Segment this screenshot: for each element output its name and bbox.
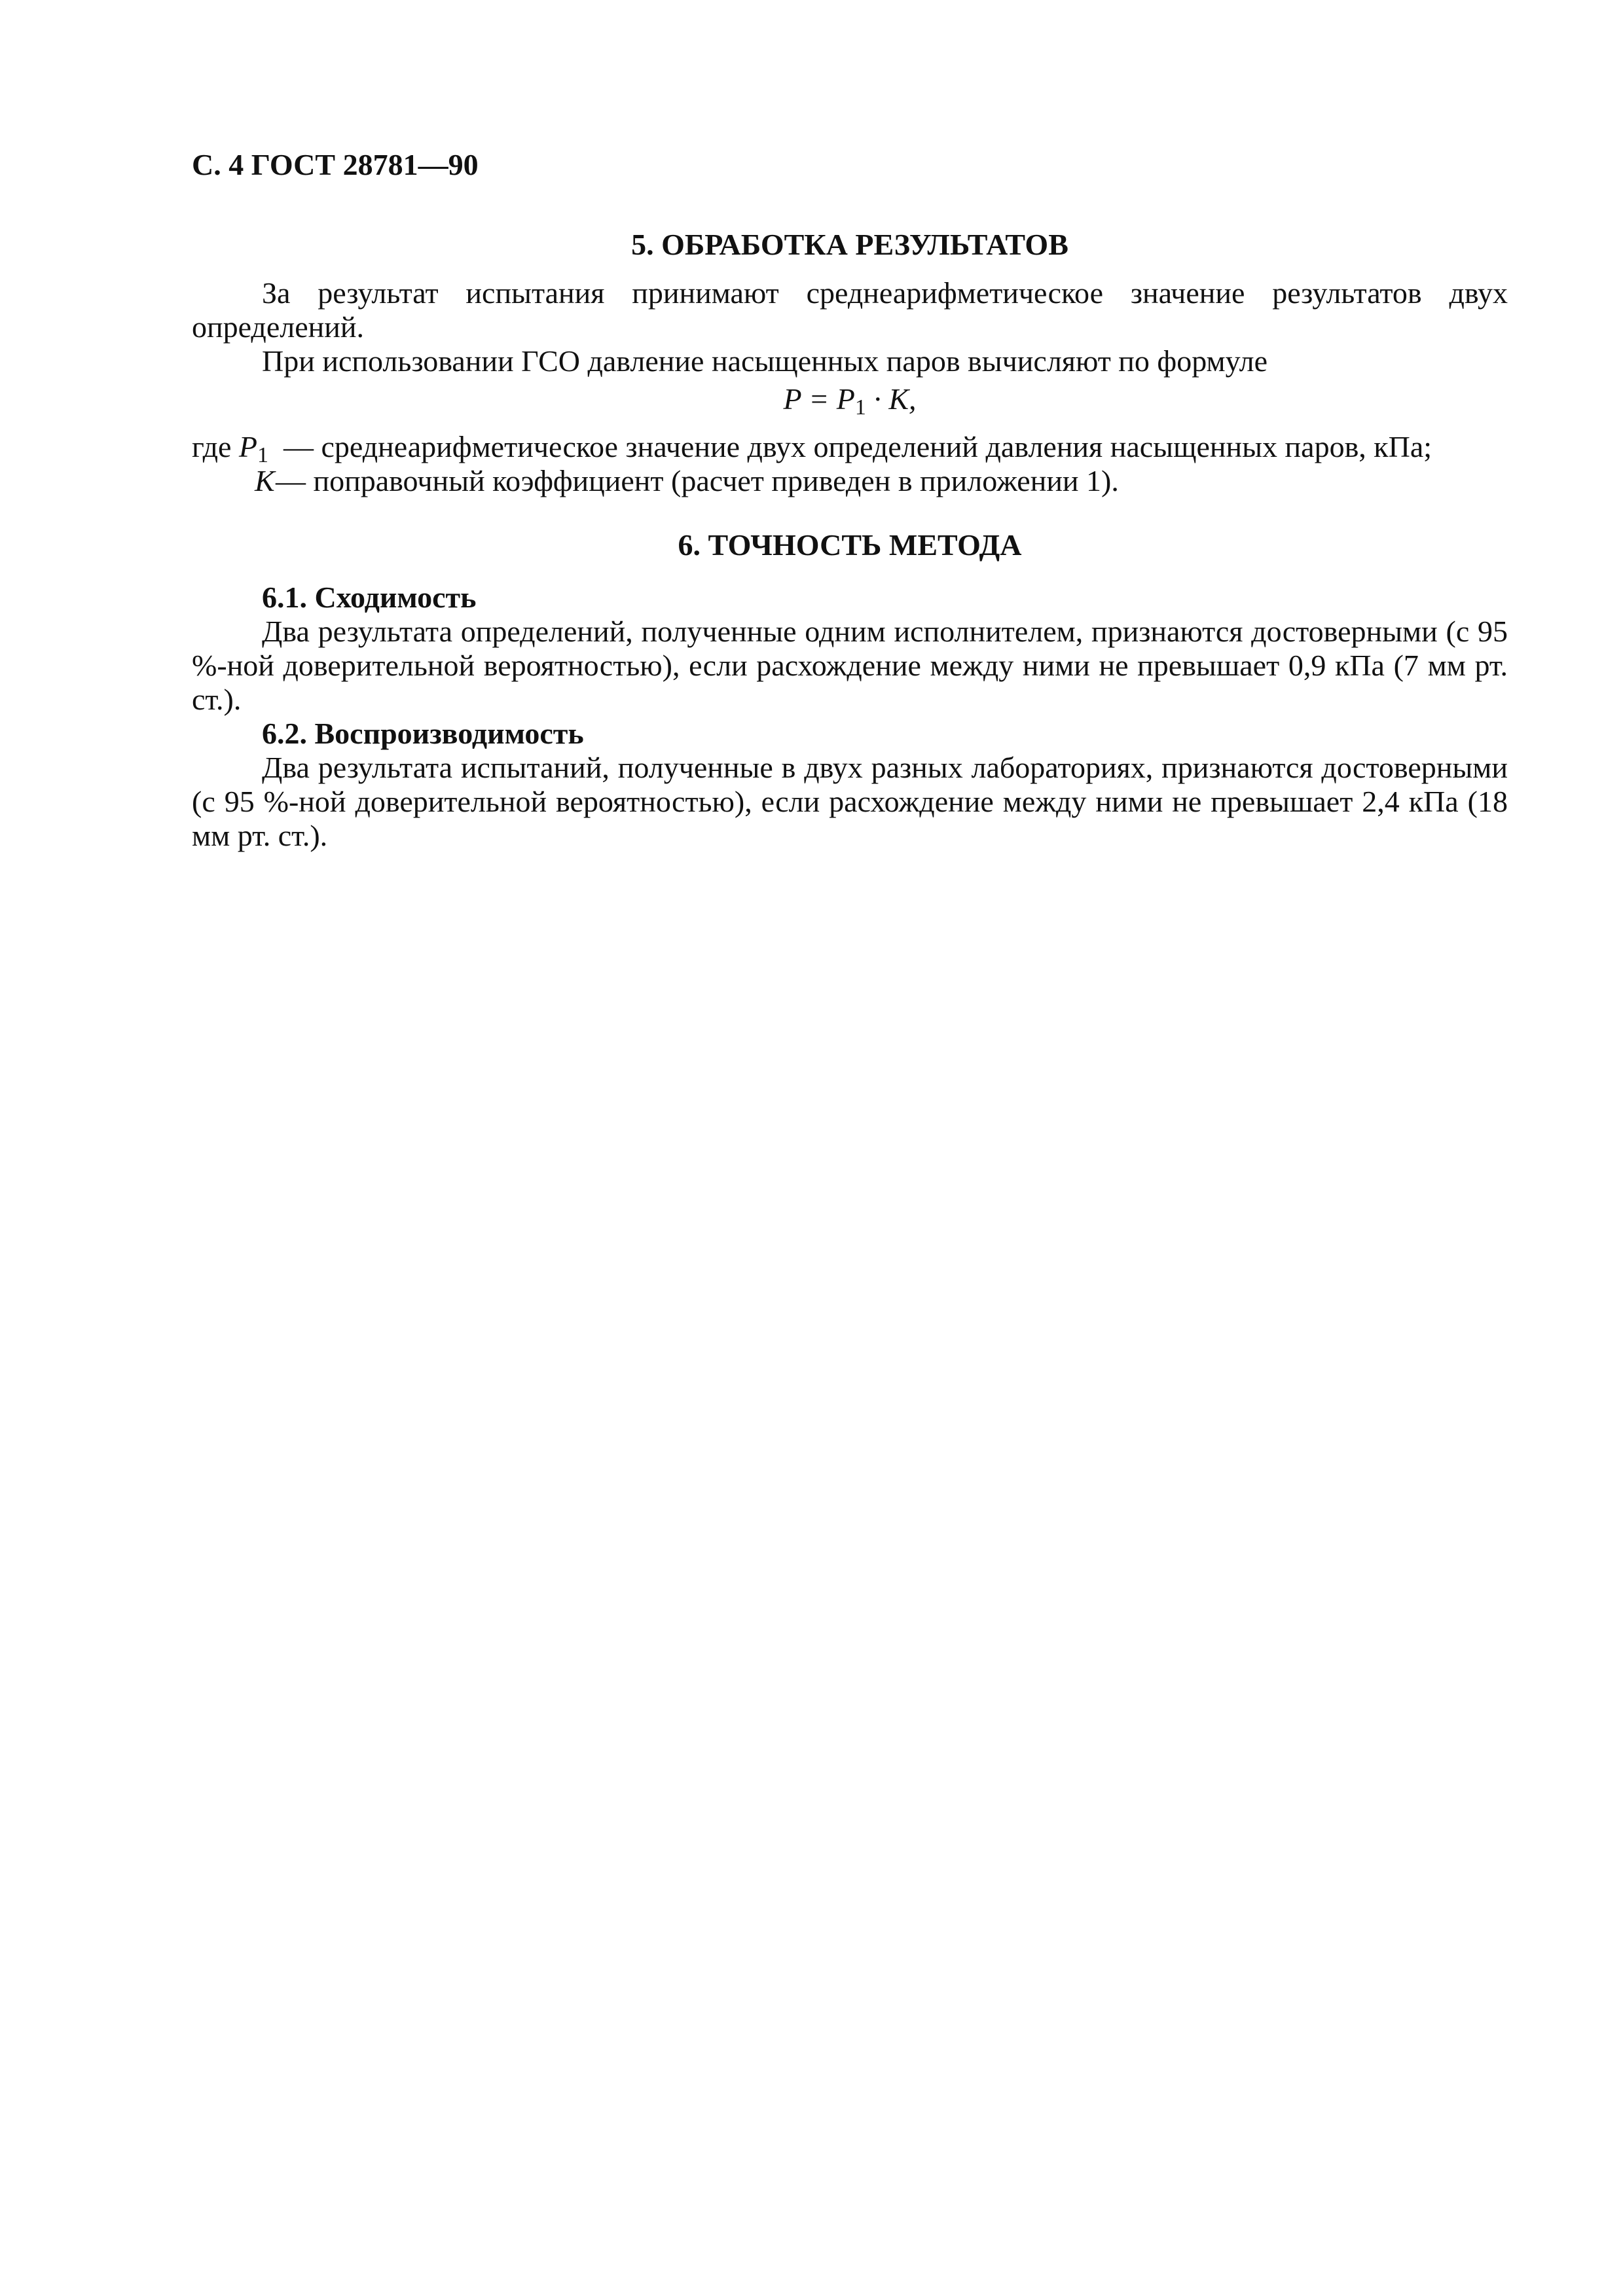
formula-rhs: · K, [866, 382, 917, 416]
section-5-paragraph-2: При использовании ГСО давление насыщенных паров вычисляют по формуле [262, 344, 1267, 378]
section-6-title: 6. ТОЧНОСТЬ МЕТОДА [678, 528, 1022, 562]
running-head: С. 4 ГОСТ 28781—90 [192, 148, 479, 181]
formula-lhs: P = P [783, 382, 855, 416]
where-row-k [192, 464, 1508, 498]
formula-subscript: 1 [854, 395, 866, 420]
where-word: где [192, 430, 232, 463]
page-content [192, 148, 1508, 853]
where-symbol-k [255, 464, 275, 498]
p1-symbol-subscript: 1 [257, 443, 269, 467]
k-symbol-letter: K [255, 464, 275, 497]
subsection-6-1-text: Два результата определений, полученные одним исполнителем, признаются достоверными (с 95 %-ной доверительной вероятностью), если расхождение между ними не превышает 0,9 кПа (7 мм рт. ст.). [192, 615, 1508, 716]
subsection-6-2-text: Два результата испытаний, полученные в двух разных лабораториях, признаются достоверными (с 95 %-ной доверительной вероятностью), если расхождение между ними не превышает 2,4 кПа (18 мм рт. ст.). [192, 751, 1508, 852]
where-symbol-p1 [238, 430, 269, 467]
section-5-title: 5. ОБРАБОТКА РЕЗУЛЬТАТОВ [631, 228, 1068, 261]
p1-symbol-letter: P [238, 430, 258, 463]
subsection-6-2-heading: 6.2. Воспроизводимость [262, 717, 584, 750]
where-row-p1 [192, 430, 1508, 467]
section-5-paragraph-1: За результат испытания принимают среднеарифметическое значение результатов двух определений. [192, 276, 1508, 344]
formula [192, 382, 1508, 425]
where-desc-k: — поправочный коэффициент (расчет приведен в приложении 1). [276, 464, 1119, 497]
where-desc-p1: — среднеарифметическое значение двух определений давления насыщенных паров, кПа; [283, 430, 1432, 463]
subsection-6-1-heading: 6.1. Сходимость [262, 581, 477, 614]
